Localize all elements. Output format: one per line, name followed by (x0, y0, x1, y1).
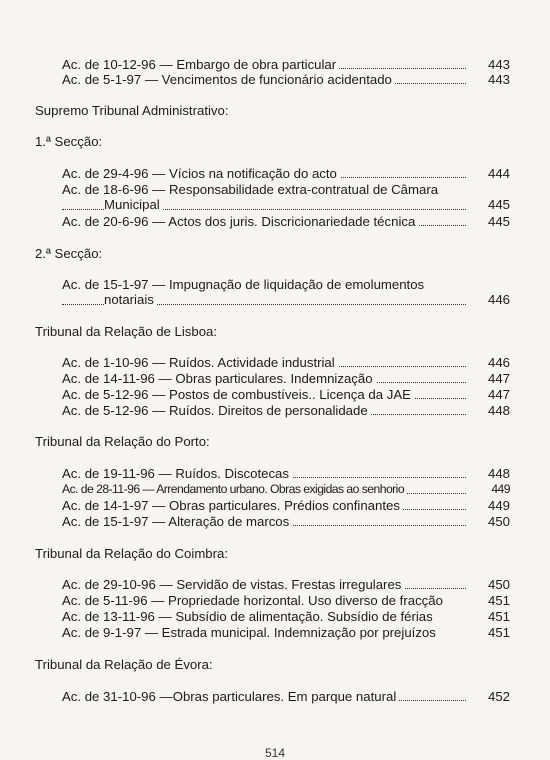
entry-line (62, 593, 510, 608)
index-entry (62, 277, 510, 308)
entry-line (62, 625, 510, 640)
entry-title: Ac. de 14-1-97 — Obras particulares. Prédios confinantes (62, 498, 403, 513)
entry-title: Ac. de 10-12-96 — Embargo de obra particular (62, 57, 339, 72)
entry-title: Ac. de 20-6-96 — Actos dos juris. Discricionariedade técnica (62, 214, 418, 229)
entry-line (62, 214, 510, 229)
index-entry (62, 625, 510, 640)
index-entry (62, 214, 510, 229)
entry-line (62, 166, 510, 181)
page-ref: 443 (487, 57, 510, 72)
entry-line (62, 182, 510, 197)
entry-line (62, 72, 510, 87)
entry-title: Ac. de 15-1-97 — Impugnação de liquidação de emolumentos (62, 277, 427, 292)
entry-line (62, 577, 510, 592)
index-entry (62, 482, 510, 497)
entry-line (62, 292, 510, 307)
entry-line (62, 609, 510, 624)
section-heading: Tribunal da Relação de Lisboa: (35, 324, 218, 339)
index-entry (62, 166, 510, 181)
entry-line (62, 355, 510, 370)
entry-title-continuation: Municipal (104, 197, 163, 212)
index-entry (62, 355, 510, 370)
entry-line (62, 514, 510, 529)
index-entry (62, 689, 510, 704)
page-ref: 451 (487, 593, 510, 608)
page-ref: 448 (487, 403, 510, 418)
index-entry (62, 72, 510, 87)
entry-title: Ac. de 5-12-96 — Postos de combustíveis.. Licença da JAE (62, 387, 414, 402)
index-entry (62, 514, 510, 529)
entry-title: Ac. de 28-11-96 — Arrendamento urbano. Obras exigidas ao senhorio (62, 482, 407, 496)
section-heading: Tribunal da Relação de Évora: (35, 657, 213, 672)
page-ref: 446 (487, 292, 510, 308)
entry-title: Ac. de 15-1-97 — Alteração de marcos (62, 514, 292, 529)
entry-line (62, 57, 510, 72)
section-heading: Tribunal da Relação do Porto: (35, 434, 210, 449)
entry-line (62, 689, 510, 704)
page-ref: 452 (487, 689, 510, 704)
page-ref: 447 (487, 371, 510, 386)
entry-title: Ac. de 5-12-96 — Ruídos. Direitos de personalidade (62, 403, 371, 418)
entry-title: Ac. de 14-11-96 — Obras particulares. Indemnização (62, 371, 376, 386)
index-entry (62, 593, 510, 608)
entry-line (62, 403, 510, 418)
entry-line (62, 387, 510, 402)
index-entry (62, 371, 510, 386)
entry-title: Ac. de 5-11-96 — Propriedade horizontal. Uso diverso de fracção (62, 593, 446, 608)
index-entry (62, 57, 510, 72)
page-ref: 449 (487, 498, 510, 513)
subsection-heading: 2.ª Secção: (35, 246, 103, 261)
entry-title: Ac. de 13-11-96 — Subsídio de alimentação. Subsídio de férias (62, 609, 436, 624)
entry-line (62, 482, 510, 497)
entry-title-continuation: notariais (104, 292, 157, 307)
entry-line (62, 371, 510, 386)
entry-title: Ac. de 9-1-97 — Estrada municipal. Indemnização por prejuízos (62, 625, 439, 640)
index-entry (62, 403, 510, 418)
entry-line (62, 466, 510, 481)
entry-line (62, 277, 510, 292)
entry-title: Ac. de 29-10-96 — Servidão de vistas. Frestas irregulares (62, 577, 404, 592)
entry-title: Ac. de 18-6-96 — Responsabilidade extra-contratual de Câmara (62, 182, 441, 197)
index-entry (62, 387, 510, 402)
page-ref: 445 (487, 214, 510, 229)
page-ref: 451 (487, 609, 510, 624)
page-ref: 448 (487, 466, 510, 481)
index-entry (62, 609, 510, 624)
page-ref: 450 (487, 514, 510, 529)
entry-title: Ac. de 31-10-96 —Obras particulares. Em parque natural (62, 689, 399, 704)
page-number: 514 (264, 746, 286, 760)
page-ref: 447 (487, 387, 510, 402)
page-ref: 451 (487, 625, 510, 640)
entry-title: Ac. de 19-11-96 — Ruídos. Discotecas (62, 466, 292, 481)
page-ref: 450 (487, 577, 510, 592)
section-heading: Tribunal da Relação do Coimbra: (35, 546, 229, 561)
page-ref: 443 (487, 72, 510, 87)
entry-title: Ac. de 5-1-97 — Vencimentos de funcionário acidentado (62, 72, 395, 87)
subsection-heading: 1.ª Secção: (35, 134, 103, 149)
entry-title: Ac. de 29-4-96 — Vícios na notificação do acto (62, 166, 340, 181)
index-entry (62, 577, 510, 592)
page-ref: 446 (487, 355, 510, 370)
index-entry (62, 466, 510, 481)
index-entry (62, 498, 510, 513)
entry-title: Ac. de 1-10-96 — Ruídos. Actividade industrial (62, 355, 338, 370)
entry-line (62, 498, 510, 513)
page-ref: 445 (487, 197, 510, 213)
index-entry (62, 182, 510, 213)
entry-line (62, 197, 510, 212)
page-ref: 444 (487, 166, 510, 181)
section-heading: Supremo Tribunal Administrativo: (35, 103, 229, 118)
page-ref: 449 (491, 482, 510, 496)
